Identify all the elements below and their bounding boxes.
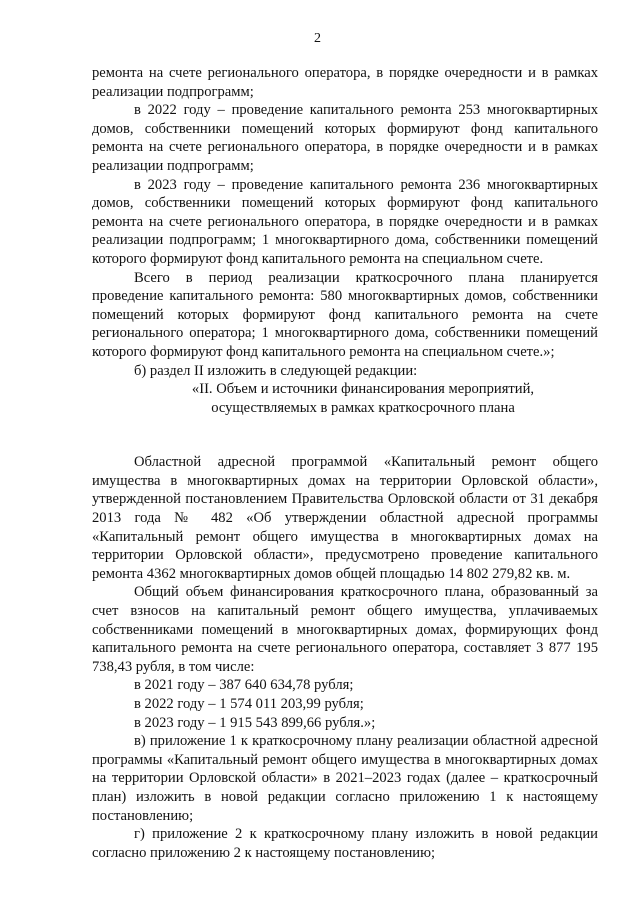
page-number: 2 <box>314 31 321 46</box>
paragraph: б) раздел II изложить в следующей редакции: <box>134 362 418 379</box>
funding-year-item: в 2021 году – 387 640 634,78 рубля; <box>134 677 354 694</box>
spacer <box>92 417 598 453</box>
paragraph: в 2022 году – проведение капитального ремонта 253 многоквартирных домов, собственники помещений которых формируют фонд капитального ремонта на счете регионального оператора, в порядке очередности и в рамках реализации подпрограмм; <box>92 102 598 174</box>
paragraph: в 2023 году – проведение капитального ремонта 236 многоквартирных домов, собственники помещений которых формируют фонд капитального ремонта на счете регионального оператора, в порядке очередности и в рамках реализации подпрограмм; 1 многоквартирного дома, собственники помещений которого формируют фонд капитального ремонта на специальном счете. <box>92 176 598 267</box>
section-title-line-2: осуществляемых в рамках краткосрочного плана <box>211 399 515 416</box>
paragraph: Всего в период реализации краткосрочного плана планируется проведение капитального ремонта: 580 многоквартирных домов, собственники помещений которых формируют фонд капитального ремонта на счете регионального оператора; 1 многоквартирного дома, собственники помещений которого формируют фонд капитального ремонта на специальном счете.»; <box>92 269 598 360</box>
paragraph: г) приложение 2 к краткосрочному плану изложить в новой редакции согласно приложению 2 к настоящему постановлению; <box>92 826 598 861</box>
section-title-line-1: «II. Объем и источники финансирования мероприятий, <box>191 381 535 398</box>
funding-year-item: в 2022 году – 1 574 011 203,99 рубля; <box>134 696 364 712</box>
document-body <box>92 64 598 862</box>
paragraph: в) приложение 1 к краткосрочному плану реализации областной адресной программы «Капитальный ремонт общего имущества в многоквартирных домах на территории Орловской области» в 2021–2023 годах (далее – краткосрочный план) изложить в новой редакции согласно приложению 1 к настоящему постановлению; <box>92 733 598 824</box>
funding-year-item: в 2023 году – 1 915 543 899,66 рубля.»; <box>134 714 376 731</box>
paragraph: Областной адресной программой «Капитальный ремонт общего имущества в многоквартирных домах на территории Орловской области», утвержденной постановлением Правительства Орловской области от 31 декабря 2013 года № 482 «Об утверждении областной адресной программы «Капитальный ремонт общего имущества в многоквартирных домах на территории Орловской области», предусмотрено проведение капитального ремонта 4362 многоквартирных домов общей площадью 14 802 279,82 кв. м. <box>92 454 598 582</box>
paragraph: ремонта на счете регионального оператора, в порядке очередности и в рамках реализации подпрограмм; <box>92 65 598 100</box>
paragraph: Общий объем финансирования краткосрочного плана, образованный за счет взносов на капитальный ремонт общего имущества, уплачиваемых собственниками помещений в многоквартирных домах, формирующих фонд капитального ремонта на счете регионального оператора, составляет 3 877 195 738,43 рубля, в том числе: <box>92 584 598 675</box>
